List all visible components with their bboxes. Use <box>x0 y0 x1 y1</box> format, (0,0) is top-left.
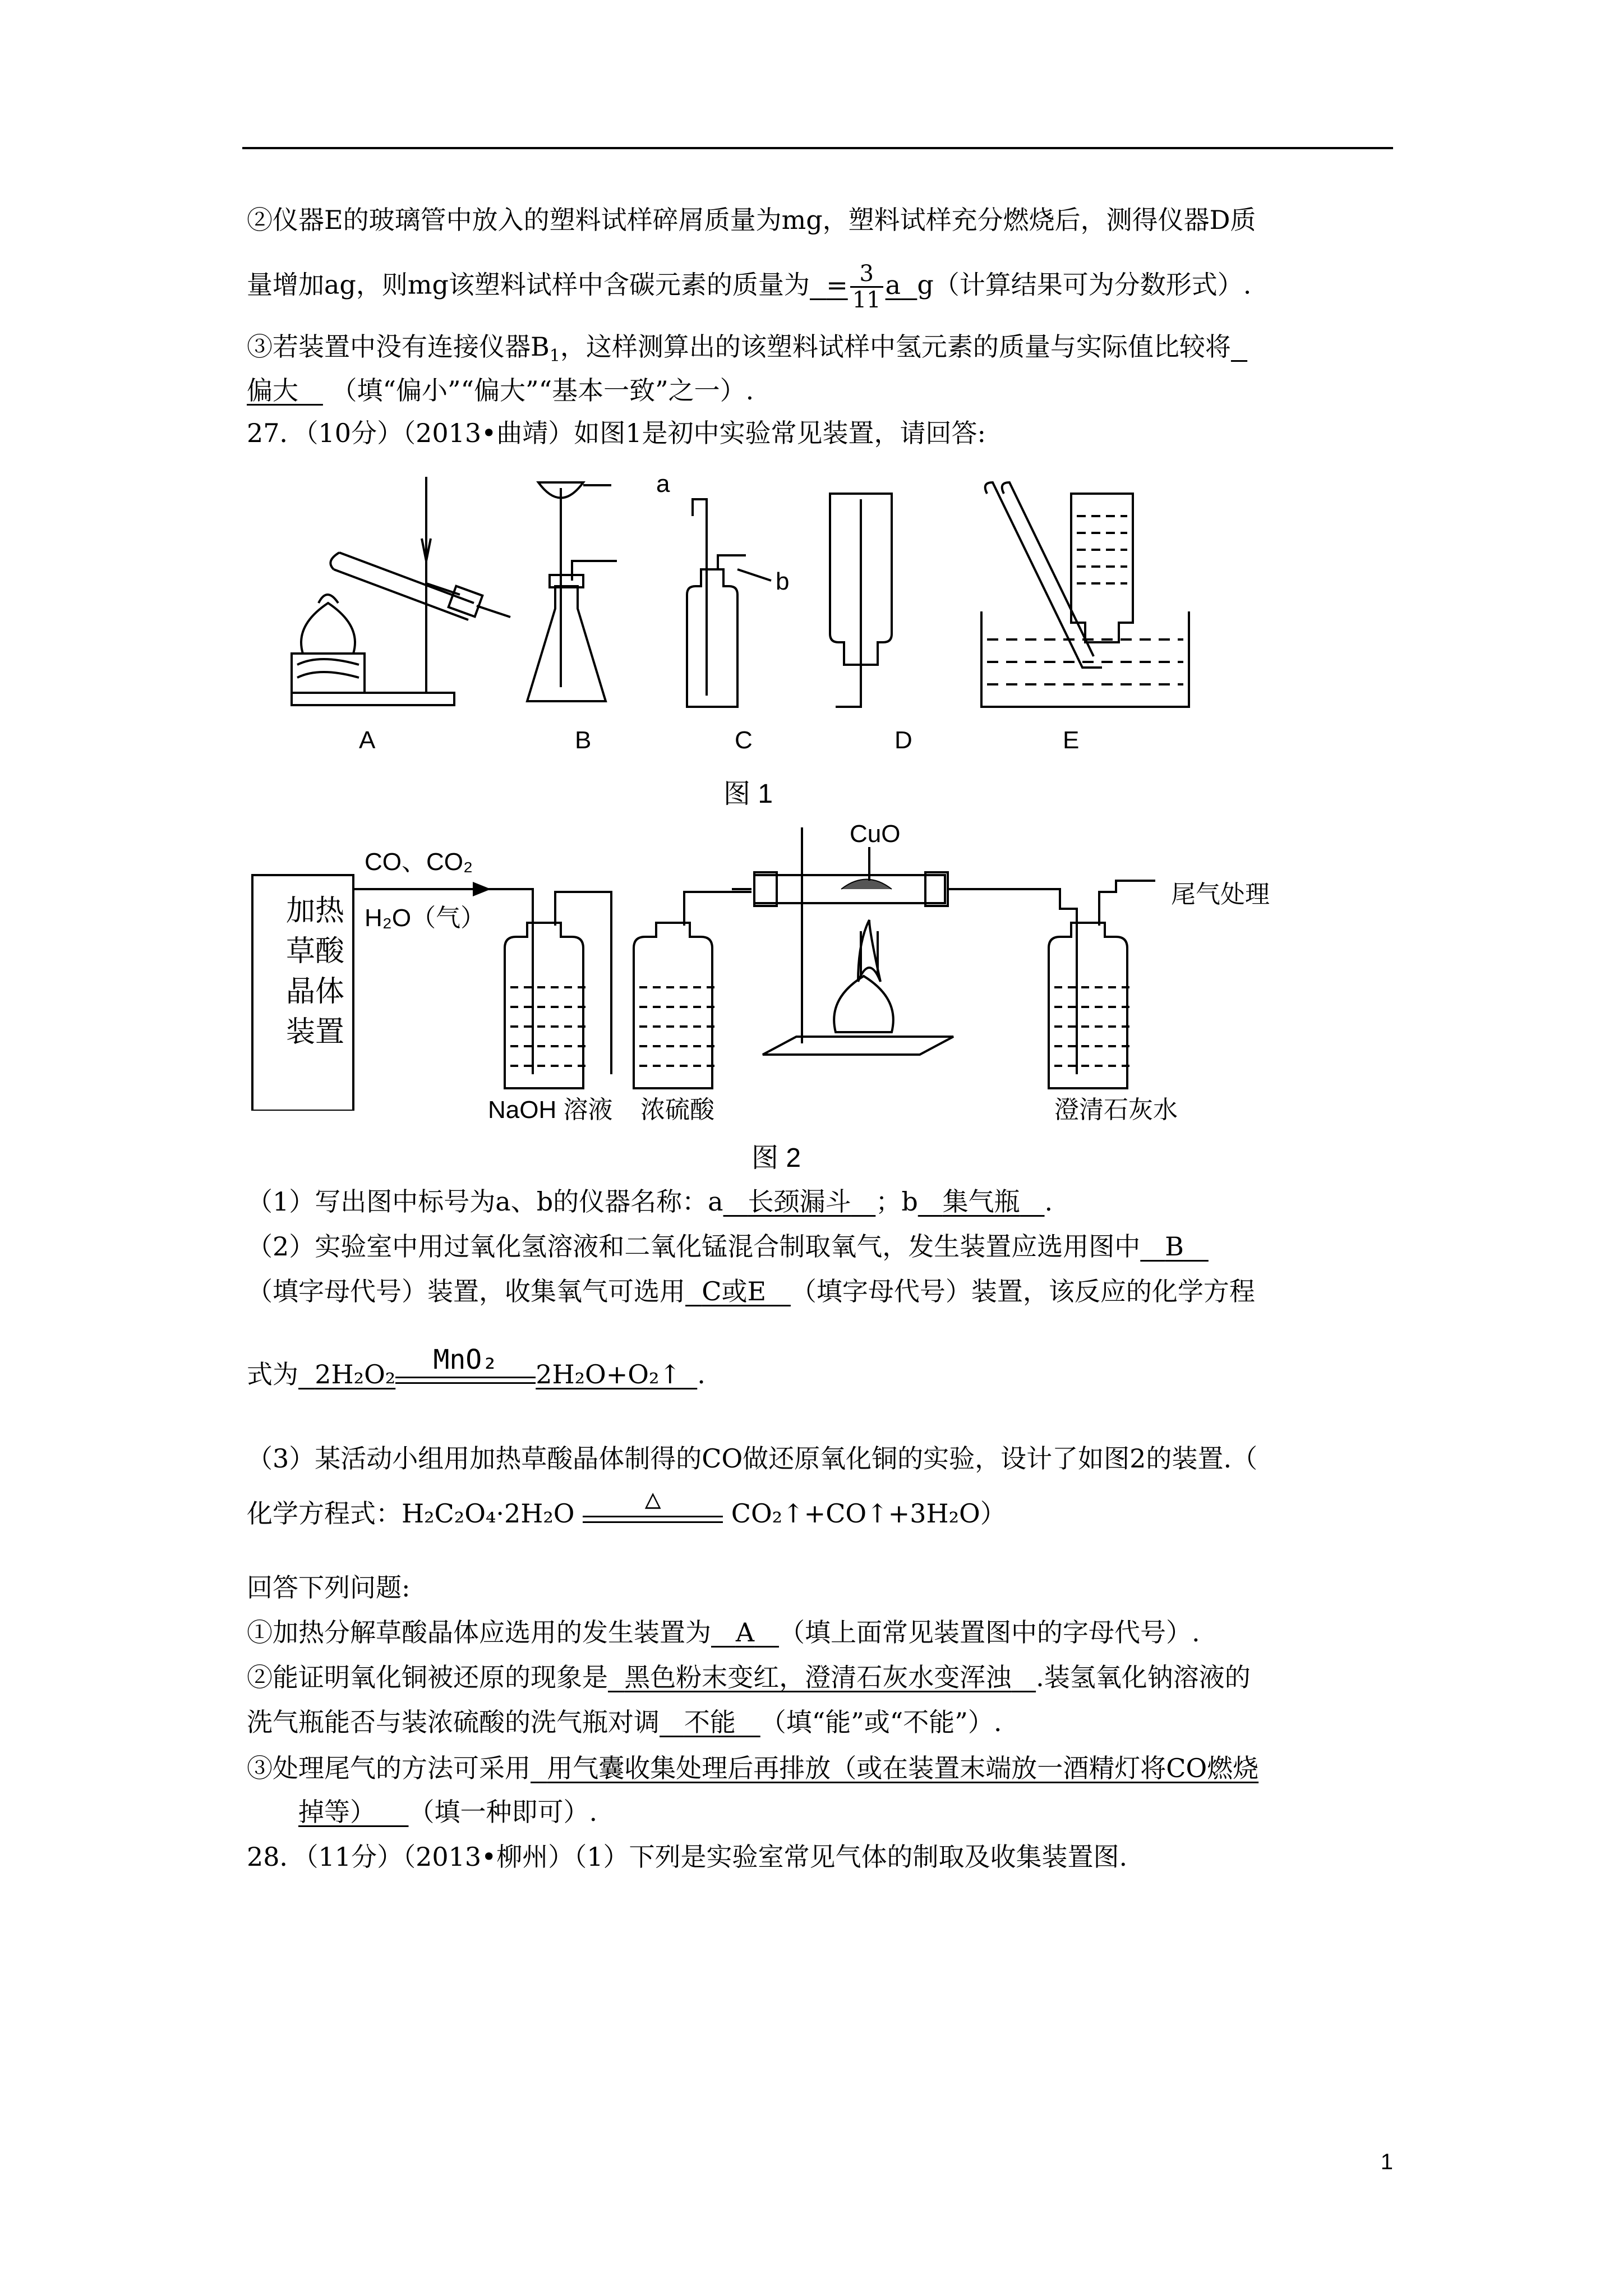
cuo-reaction-tube <box>732 827 953 1055</box>
q27-part-2a: （2）实验室中用过氧化氢溶液和二氧化锰混合制取氧气，发生装置应选用图中 B <box>247 1231 1184 1262</box>
fraction: $\frac{3}{11}$ <box>850 261 883 312</box>
q27-part-2c: 式为 2H₂O₂ MnO₂ 2H₂O+O₂↑ . <box>247 1358 706 1393</box>
cuo-label: CuO <box>850 820 901 848</box>
washing-bottle-naoh <box>488 889 611 1088</box>
figure-1-caption: 图 1 <box>723 779 773 809</box>
heating-box: 加热 草酸 晶体 装置 <box>285 895 344 1048</box>
gas-mixture-line-2: H₂O（气） <box>365 904 486 932</box>
q27-sub-3a: ③处理尾气的方法可采用 用气囊收集处理后再排放（或在装置末端放一酒精灯将CO燃烧 <box>247 1753 1259 1783</box>
fig1-label-E: E <box>1063 726 1080 754</box>
q26-line-2a: ②仪器E的玻璃管中放入的塑料试样碎屑质量为mg，塑料试样充分燃烧后，测得仪器D质 <box>247 205 1256 235</box>
figure-2-caption: 图 2 <box>751 1143 801 1173</box>
apparatus-a-heating <box>292 477 510 705</box>
lime-water-label: 澄清石灰水 <box>1054 1096 1178 1124</box>
figure-1-apparatus <box>275 471 1206 763</box>
apparatus-c-bottle <box>687 499 771 707</box>
apparatus-d-bottle <box>830 494 892 707</box>
q27-sub-2b: 洗气瓶能否与装浓硫酸的洗气瓶对调 不能 （填“能”或“不能”）. <box>247 1707 1002 1737</box>
catalyst-arrow: MnO₂ <box>395 1360 536 1393</box>
q27-sub-1: ①加热分解草酸晶体应选用的发生装置为 A （填上面常见装置图中的字母代号）. <box>247 1617 1200 1648</box>
q27-part-3b: 化学方程式：H₂C₂O₄·2H₂O △ CO₂↑+CO↑+3H₂O） <box>247 1497 1006 1533</box>
answer-hydrogen-compare: 偏大 <box>247 375 298 406</box>
q26-line-3b: 偏大 （填“偏小”“偏大”“基本一致”之一）. <box>247 375 754 406</box>
q27-sub-2a: ②能证明氧化铜被还原的现象是 黑色粉末变红，澄清石灰水变浑浊 .装氢氧化钠溶液的 <box>247 1662 1251 1692</box>
fig1-label-A: A <box>359 726 376 754</box>
heat-arrow: △ <box>583 1499 723 1533</box>
answer-carbon-mass: = $\frac{3}{11}$ a <box>826 261 901 313</box>
q27-part-2b: （填字母代号）装置，收集氧气可选用 C或E （填字母代号）装置，该反应的化学方程 <box>247 1276 1255 1306</box>
q28-heading: 28．（11分）（2013•柳州）（1）下列是实验室常见气体的制取及收集装置图. <box>247 1842 1128 1872</box>
q26-line-3a: ③若装置中没有连接仪器$B_1$，这样测算出的该塑料试样中氢元素的质量与实际值比较将 <box>247 332 1231 366</box>
q27-answer-intro: 回答下列问题: <box>247 1572 411 1603</box>
label-b: b <box>776 568 790 595</box>
fig1-label-D: D <box>895 726 912 754</box>
apparatus-b-flask <box>527 482 617 701</box>
label-a: a <box>656 470 670 498</box>
q26-line-2b: 量增加ag，则mg该塑料试样中含碳元素的质量为 = $\frac{3}{11}$ a g（计算结果可为分数形式）. <box>247 261 1252 313</box>
q27-heading: 27．（10分）（2013•曲靖）如图1是初中实验常见装置，请回答: <box>247 418 986 448</box>
apparatus-e-trough <box>981 482 1189 707</box>
fig1-label-B: B <box>575 726 592 754</box>
q27-part-3a: （3）某活动小组用加热草酸晶体制得的CO做还原氧化铜的实验，设计了如图2的装置.（ <box>247 1443 1258 1474</box>
q27-sub-3b: 掉等） （填一种即可）. <box>298 1797 598 1827</box>
page-number: 1 <box>1380 2150 1393 2174</box>
acid-label: 浓硫酸 <box>640 1096 714 1124</box>
naoh-label: NaOH 溶液 <box>488 1096 613 1124</box>
washing-bottle-acid <box>611 892 751 1088</box>
q27-part-1: （1）写出图中标号为a、b的仪器名称：a 长颈漏斗 ；b 集气瓶 . <box>247 1186 1053 1217</box>
gas-mixture-line-1: CO、CO₂ <box>365 848 473 876</box>
fig1-label-C: C <box>735 726 753 754</box>
washing-bottle-lime <box>948 881 1155 1088</box>
tail-gas-label: 尾气处理 <box>1171 881 1270 908</box>
header-rule <box>242 147 1393 149</box>
